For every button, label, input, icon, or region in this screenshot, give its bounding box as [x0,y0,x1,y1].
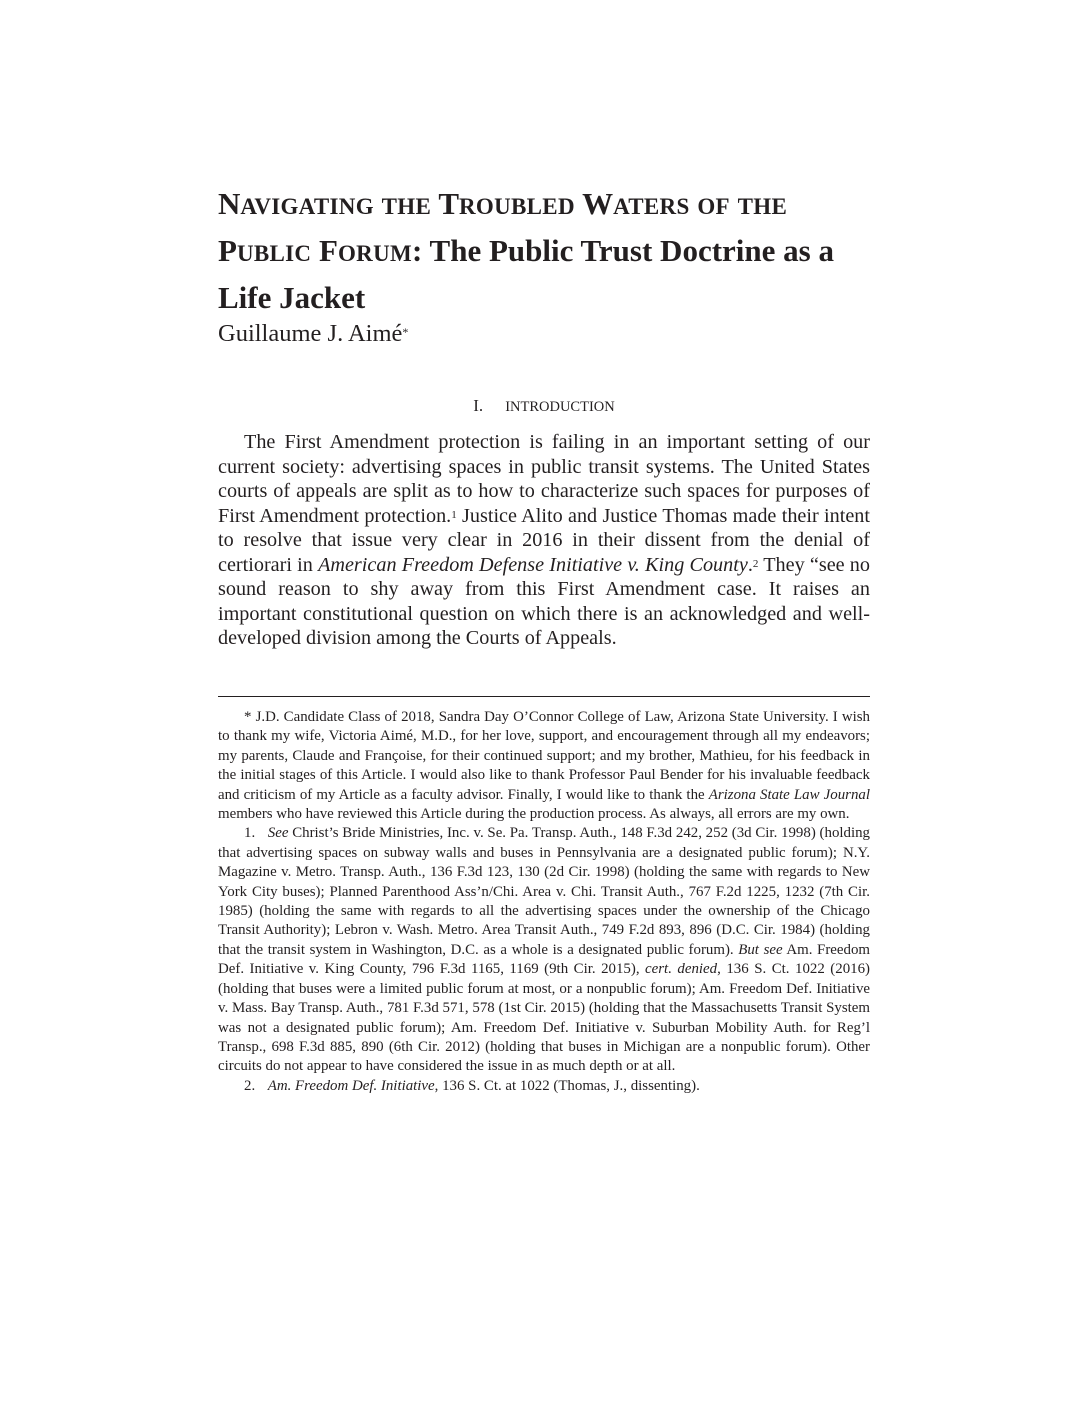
article-title [218,182,870,320]
title-word: OF [697,194,730,219]
author-footnote-marker[interactable]: * [402,325,409,339]
footnote-2 [218,1077,870,1096]
case-name: Am. Freedom Def. Initiative [267,1077,435,1094]
title-word: ROUBLED [459,194,575,219]
body-text-run: . [747,553,753,576]
footnote-1 [218,824,870,1076]
signal-cert-denied: cert. denied [645,961,718,978]
footnote-text: Christ’s Bride Ministries, Inc. v. Se. Pa. Transp. Auth., 148 F.3d 242, 252 (3d Cir. 1998) (holding that advertising spaces on subway walls and buses in Pennsylvania are a designated public forum); N.Y. Magazine v. Metro. Transp. Auth., 136 F.3d 123, 130 (2d Cir. 1998) (holding the same with regards to New York City buses); Planned Parenthood Ass’n/Chi. Area v. Chi. Transit Auth., 767 F.2d 1225, 1232 (7th Cir. 1985) (holding the same with regards to all the advertising spaces under the ownership of the Chicago Transit Authority); Lebron v. Wash. Metro. Area Transit Auth., 749 F.2d 893, 896 (D.C. Cir. 1984) (holding that the transit system in Washington, D.C. as a whole is a designated public forum). [218,825,870,958]
section-number: I. [473,396,484,415]
author-name: Guillaume J. Aimé [218,320,403,347]
journal-name: Arizona State Law Journal [708,786,870,803]
section-heading [218,394,870,419]
article-subtitle: : The Public Trust Doctrine as a Life Jacket [218,233,834,315]
title-word: F [319,233,338,268]
author-line [218,318,870,350]
section-title: INTRODUCTION [505,399,615,415]
title-word: P [218,233,237,268]
footnote-marker: * [244,709,252,725]
title-word: ORUM [337,241,413,266]
footnote-divider [218,696,870,697]
title-word: N [218,186,241,221]
title-word: AVIGATING [240,194,374,219]
footnote-marker: 1. [244,825,256,842]
footnote-text: , 136 S. Ct. 1022 (2016) (holding that buses were a limited public forum at most, or a nonpublic forum); Am. Freedom Def. Initiative v. Mass. Bay Transp. Auth., 781 F.3d 571, 578 (1st Cir. 2015) (holding that the Massachusetts Transit System was not a designated public forum); Am. Freedom Def. Initiative v. Suburban Mobility Auth. for Reg’l Transp., 698 F.3d 885, 890 (6th Cir. 2012) (holding that buses in Michigan are a nonpublic forum). Other circuits do not appear to have considered the issue in as much depth or at all. [218,961,870,1075]
body-paragraph [218,430,870,651]
footnote-ref[interactable]: 1 [451,508,457,521]
signal-but-see: But see [738,941,783,958]
footnote-marker: 2. [244,1077,256,1094]
footnote-text: J.D. Candidate Class of 2018, Sandra Day O’Connor College of Law, Arizona State University. I wish to thank my wife, Victoria Aimé, M.D., for her love, support, and encouragement through all my endeavors; my parents, Claude and Françoise, for their continued support; and my brother, Mathieu, for his feedback in the initial stages of this Article. I would also like to thank Professor Paul Bender for his invaluable feedback and criticism of my Article as a faculty advisor. Finally, I would like to thank the [218,709,870,803]
footnote-ref[interactable]: 2 [752,557,759,570]
title-word: W [582,186,614,221]
body-text-run: The First Amendment protection is failing in an important setting of our current society: advertising spaces in public transit systems. The United States courts of appeals are split as to how to characterize such spaces for purposes of First Amendment protection. [218,431,870,527]
case-name: American Freedom Defense Initiative v. King County [318,553,748,576]
body-text-run: They “see no sound reason to shy away from this First Amendment case. It raises an important constitutional question on which there is an acknowledged and well-developed division among the Courts of Appeals. [218,553,870,649]
title-word: UBLIC [236,241,312,266]
footnote-text: members who have reviewed this Article during the production process. As always, all errors are my own. [218,806,850,823]
signal-see: See [267,825,289,842]
footnotes [218,708,870,1096]
footnote-text: , 136 S. Ct. at 1022 (Thomas, J., dissenting). [434,1077,700,1094]
title-word: THE [737,194,788,219]
title-word: THE [381,194,432,219]
footnote-text: Am. Freedom Def. Initiative v. King County, 796 F.3d 1165, 1169 (9th Cir. 2015), [218,941,870,978]
title-word: ATERS [613,194,690,219]
title-word: T [438,186,460,221]
footnote-star [218,708,870,824]
body-text-run: Justice Alito and Justice Thomas made their intent to resolve that issue very clear in 2016 in their dissent from the denial of certiorari in [218,504,870,576]
